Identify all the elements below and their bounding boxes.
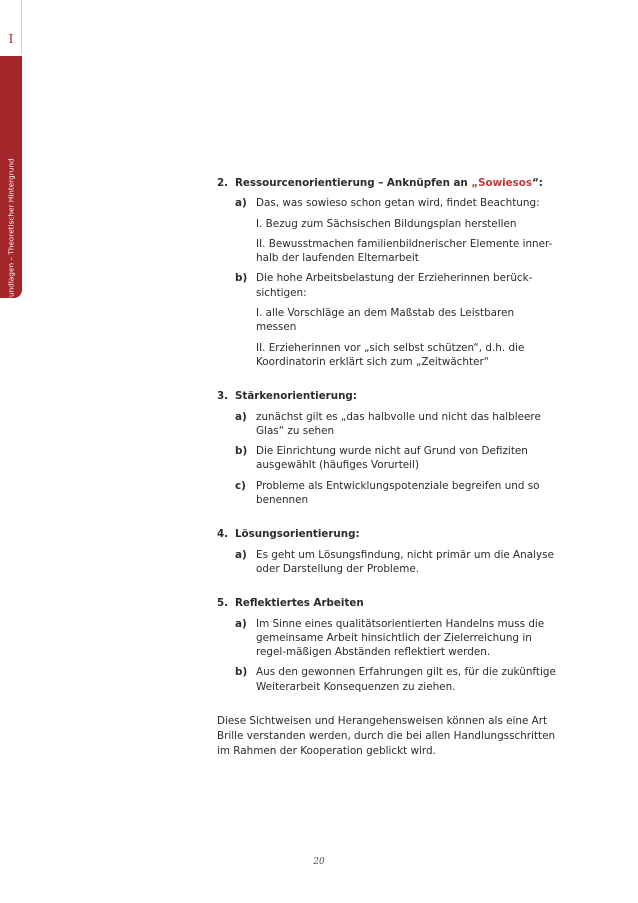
section-title	[235, 176, 543, 190]
chapter-number: I	[8, 32, 14, 46]
section-number: 3.	[217, 390, 229, 403]
item-letter: a)	[235, 548, 247, 561]
section-heading	[217, 527, 557, 541]
section-heading	[217, 389, 557, 403]
list-item	[235, 196, 557, 210]
sub-item: II. Erzieherinnen vor „sich selbst schützen“, d.h. die Koordinatorin erklärt sich zum „Zeitwächter“	[256, 341, 525, 368]
section-title: Reflektiertes Arbeiten	[235, 597, 364, 610]
section-2	[217, 176, 557, 369]
item-letter: a)	[235, 197, 247, 210]
item-text: Die Einrichtung wurde nicht auf Grund von Defiziten ausgewählt (häufiges Vorurteil)	[256, 445, 528, 472]
item-text: Im Sinne eines qualitätsorientierten Handelns muss die gemeinsame Arbeit hinsichtlich der Zielerreichung in regel-mäßigen Abständen reflektiert werden.	[256, 617, 545, 659]
title-text: Ressourcenorientierung – Anknüpfen an	[235, 177, 472, 189]
page-number: 20	[313, 857, 325, 867]
list-item	[235, 548, 557, 577]
section-3	[217, 389, 557, 507]
item-letter: c)	[235, 479, 246, 492]
section-heading	[217, 176, 557, 190]
section-title: Stärkenorientierung:	[235, 390, 357, 403]
item-text: Probleme als Entwicklungspotenziale begreifen und so benennen	[256, 479, 540, 507]
item-letter: b)	[235, 666, 248, 679]
section-number: 4.	[217, 528, 229, 541]
list-item	[235, 617, 557, 660]
chapter-tab	[0, 0, 22, 54]
title-end: “:	[531, 177, 543, 189]
item-letter: a)	[235, 410, 247, 423]
item-letter: b)	[235, 272, 248, 285]
section-4	[217, 527, 557, 576]
section-5	[217, 596, 557, 694]
item-text: zunächst gilt es „das halbvolle und nicht das halbleere Glas“ zu sehen	[256, 410, 541, 437]
item-letter: a)	[235, 617, 247, 630]
section-number: 5.	[217, 597, 229, 610]
sub-item: II. Bewusstmachen familienbildnerischer Elemente inner-halb der laufenden Elternarbeit	[256, 237, 553, 265]
item-text: Es geht um Lösungsfindung, nicht primär um die Analyse oder Darstellung der Probleme.	[256, 548, 554, 575]
list-item	[235, 410, 557, 439]
closing-paragraph: Diese Sichtweisen und Herangehensweisen können als eine Art Brille verstanden werden, durch die bei allen Handlungsschritten im Rahmen der Kooperation geblickt wird.	[217, 715, 556, 758]
list-item	[235, 665, 557, 694]
section-heading	[217, 596, 557, 610]
list-item	[235, 479, 557, 508]
item-text: Aus den gewonnen Erfahrungen gilt es, für die zukünftige Weiterarbeit Konsequenzen zu ziehen.	[256, 666, 556, 693]
sub-item: I. alle Vorschläge an dem Maßstab des Leistbaren messen	[256, 307, 515, 334]
sub-item: I. Bezug zum Sächsischen Bildungsplan herstellen	[256, 217, 517, 230]
item-letter: b)	[235, 445, 248, 458]
title-highlight: „Sowiesos	[471, 177, 532, 189]
sidebar-label: Grundlagen – Theoretischer Hintergrund	[6, 158, 16, 306]
list-item	[235, 444, 557, 473]
section-title: Lösungsorientierung:	[235, 528, 360, 541]
main-content	[217, 176, 557, 759]
item-text: Die hohe Arbeitsbelastung der Erzieherinnen berück-sichtigen:	[256, 272, 533, 299]
section-number: 2.	[217, 177, 229, 189]
item-text: Das, was sowieso schon getan wird, findet Beachtung:	[256, 197, 540, 210]
chapter-sidebar	[0, 56, 22, 306]
list-item	[235, 271, 557, 300]
